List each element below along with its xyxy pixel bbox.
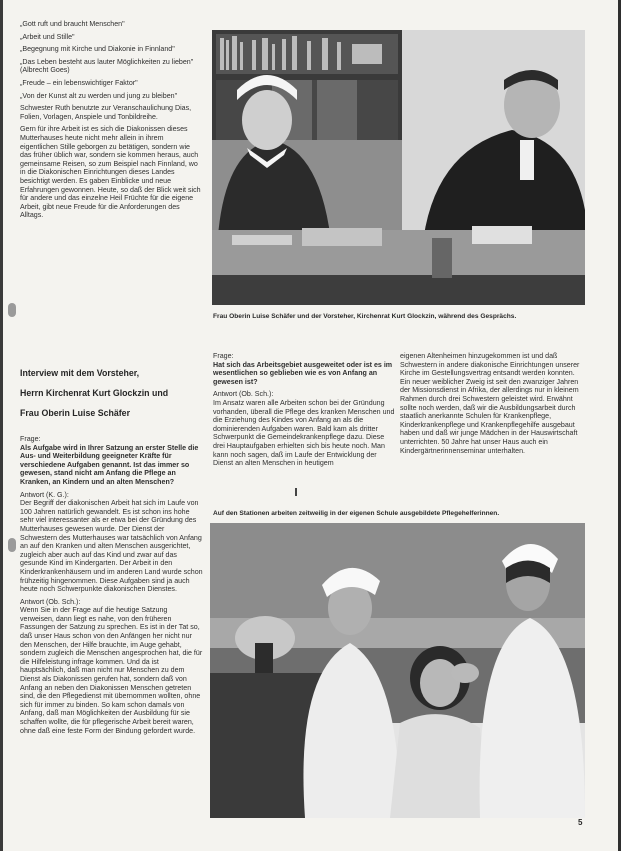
answer-text: eigenen Altenheimen hinzugekommen ist und daß Schwestern in andere diakonische Einrichtungen unserer Kirche im Gestellungsvertrag entsandt werden konnten. Ein neuer weiblicher Zweig ist seit den zwanziger Jahren der Missionsdienst in Afrika, der allerdings nur in kleinem Rahmen durch drei Schwestern geleistet wird. Erwähnt sollte noch werden, daß wir die Ausbildungsarbeit durch staatlich anerkannte Schulen für Krankenpflege, Kinderkrankenpflege und Krankenpflegehilfe ausgebaut haben und daß wir junge Mädchen in der Hauswirtschaft unterrichten. 50 Jahre hat unser Haus auch ein Kindergärtnerinnenseminar unterhalten. xyxy=(400,352,580,455)
program-item: „Freude – ein lebenswichtiger Faktor" xyxy=(20,78,138,87)
answer-text: Wenn Sie in der Frage auf die heutige Satzung verweisen, dann liegt es nahe, von den früheren Fassungen der Satzung zu sprechen. Es ist in der Tat so, daß unser Haus schon von den Anfängen her nicht nur den Menschen, der Hilfe brauchte, im Auge gehabt, sondern zugleich die Menschen angesprochen hat, die für die Hilfeleistung infrage kommen. Und da ist hauptsächlich, daß man nicht nur Menschen zu dem Dienst als Diakonissen gerufen hat, sondern daß von Anfang an neben den Diakonissen Menschen getreten sind, die den Pflegedienst mit übernommen wollten, ohne sich für immer zu binden. So kam schon damals von Anfang, daß man Möglichkeiten der Ausbildung für sie schaffen wollte, die für pflegerische Arbeit bereit waren, ohne daß eine feste Form der Bindung gefordert wurde. xyxy=(20,606,203,735)
middle-column xyxy=(213,352,395,472)
nurses-photo xyxy=(210,523,585,818)
left-column-top xyxy=(20,20,203,224)
question-label: Frage: xyxy=(213,352,234,360)
interview-heading xyxy=(20,363,205,423)
question-text: Hat sich das Arbeitsgebiet ausgeweitet oder ist es im wesentlichen so geblieben wie es von Anfang an gewesen ist? xyxy=(213,360,393,386)
body-paragraph: Schwester Ruth benutzte zur Veranschaulichung Dias, Folien, Vorlagen, Anspiele und Tonbildreihe. xyxy=(20,104,192,121)
punch-hole xyxy=(8,303,16,317)
print-mark xyxy=(295,488,297,496)
program-item: „Das Leben besteht aus lauter Möglichkeiten zu lieben" (Albrecht Goes) xyxy=(20,57,194,75)
heading-line: Interview mit dem Vorsteher, xyxy=(20,368,140,378)
photo-caption-top: Frau Oberin Luise Schäfer und der Vorsteher, Kirchenrat Kurt Glockzin, während des Gesprächs. xyxy=(213,313,517,320)
answer-label: Antwort (Ob. Sch.): xyxy=(20,597,81,606)
program-item: „Begegnung mit Kirche und Diakonie in Finnland" xyxy=(20,45,175,54)
punch-hole xyxy=(8,538,16,552)
question-text: Als Aufgabe wird in Ihrer Satzung an erster Stelle die Aus- und Weiterbildung geeigneter Kräfte für verschiedene Aufgaben genannt. Ist das immer so gewesen, stand nicht am Anfang die Pflege an Kranken, an Kindern und an alten Menschen? xyxy=(20,443,199,486)
program-item: „Arbeit und Stille" xyxy=(20,32,75,41)
answer-label: Antwort (K. G.): xyxy=(20,490,69,499)
heading-line: Herrn Kirchenrat Kurt Glockzin und xyxy=(20,388,169,398)
interview-photo xyxy=(212,30,585,305)
right-column xyxy=(400,352,585,459)
left-column-bottom xyxy=(20,435,203,739)
heading-line: Frau Oberin Luise Schäfer xyxy=(20,408,130,418)
answer-label: Antwort (Ob. Sch.): xyxy=(213,390,274,399)
page-number: 5 xyxy=(578,818,583,827)
body-paragraph: Gern für ihre Arbeit ist es sich die Diakonissen dieses Mutterhauses heute nicht mehr allein in ihrem eigentlichen Stille geborgen zu betätigen, sondern wie das früher üblich war, sondern sie kommen heraus, auch gemeinsame Reisen, so zum Beispiel nach Finnland, wo in die Diakonischen Einrichtungen dieses Landes besichtigt werden. Es gaben Einblicke und neue Erfahrungen gewonnen. Heute, so daß der Blick weit sich für andere und das einzelne Heil Früchte für die eigene Arbeit, gibt neue Freude für die Anforderungen des Alltags. xyxy=(20,125,201,220)
photo-caption-bottom: Auf den Stationen arbeiten zeitweilig in der eigenen Schule ausgebildete Pflegehelferinnen. xyxy=(213,510,500,517)
program-item: „Gott ruft und braucht Menschen" xyxy=(20,20,125,28)
page-edge-left xyxy=(0,0,3,851)
answer-text: Im Ansatz waren alle Arbeiten schon bei der Gründung vorhanden, überall die Pflege des kranken Menschen und die Erziehung des Kindes von Anfang an als die dominierenden Aufgaben waren. Bald kam als dritter Schwerpunkt die Gemeindekrankenpflege dazu. Diese drei Hauptaufgaben erhielten sich bis heute noch. Man kann noch sagen, daß im Laufe der Entwicklung der Dienst an alten Menschen in heutigem xyxy=(213,398,395,468)
answer-text: Der Begriff der diakonischen Arbeit hat sich im Laufe von 100 Jahren natürlich gewandelt. Es ist schon ins hohe sehr viel interessanter als er etwa bei der Gründung des Mutterhauses gewesen wurde. Der Dienst der Schwestern des Mutterhauses war tatsächlich von Anfang an auf den Kranken und alten Menschen ausgerichtet, zugleich aber auch auf das Kind und zwar auf das gesunde Kind im Kindergarten. Der Arbeit in den Kinderkrankenhäusern und im anderen Land wurde schon frühzeitig hingenommen. Diese Aufgaben sind ja auch heute noch Schwerpunkte diakonischen Dienstes. xyxy=(20,499,203,594)
question-label: Frage: xyxy=(20,435,41,443)
program-item: „Von der Kunst alt zu werden und jung zu bleiben" xyxy=(20,91,178,100)
